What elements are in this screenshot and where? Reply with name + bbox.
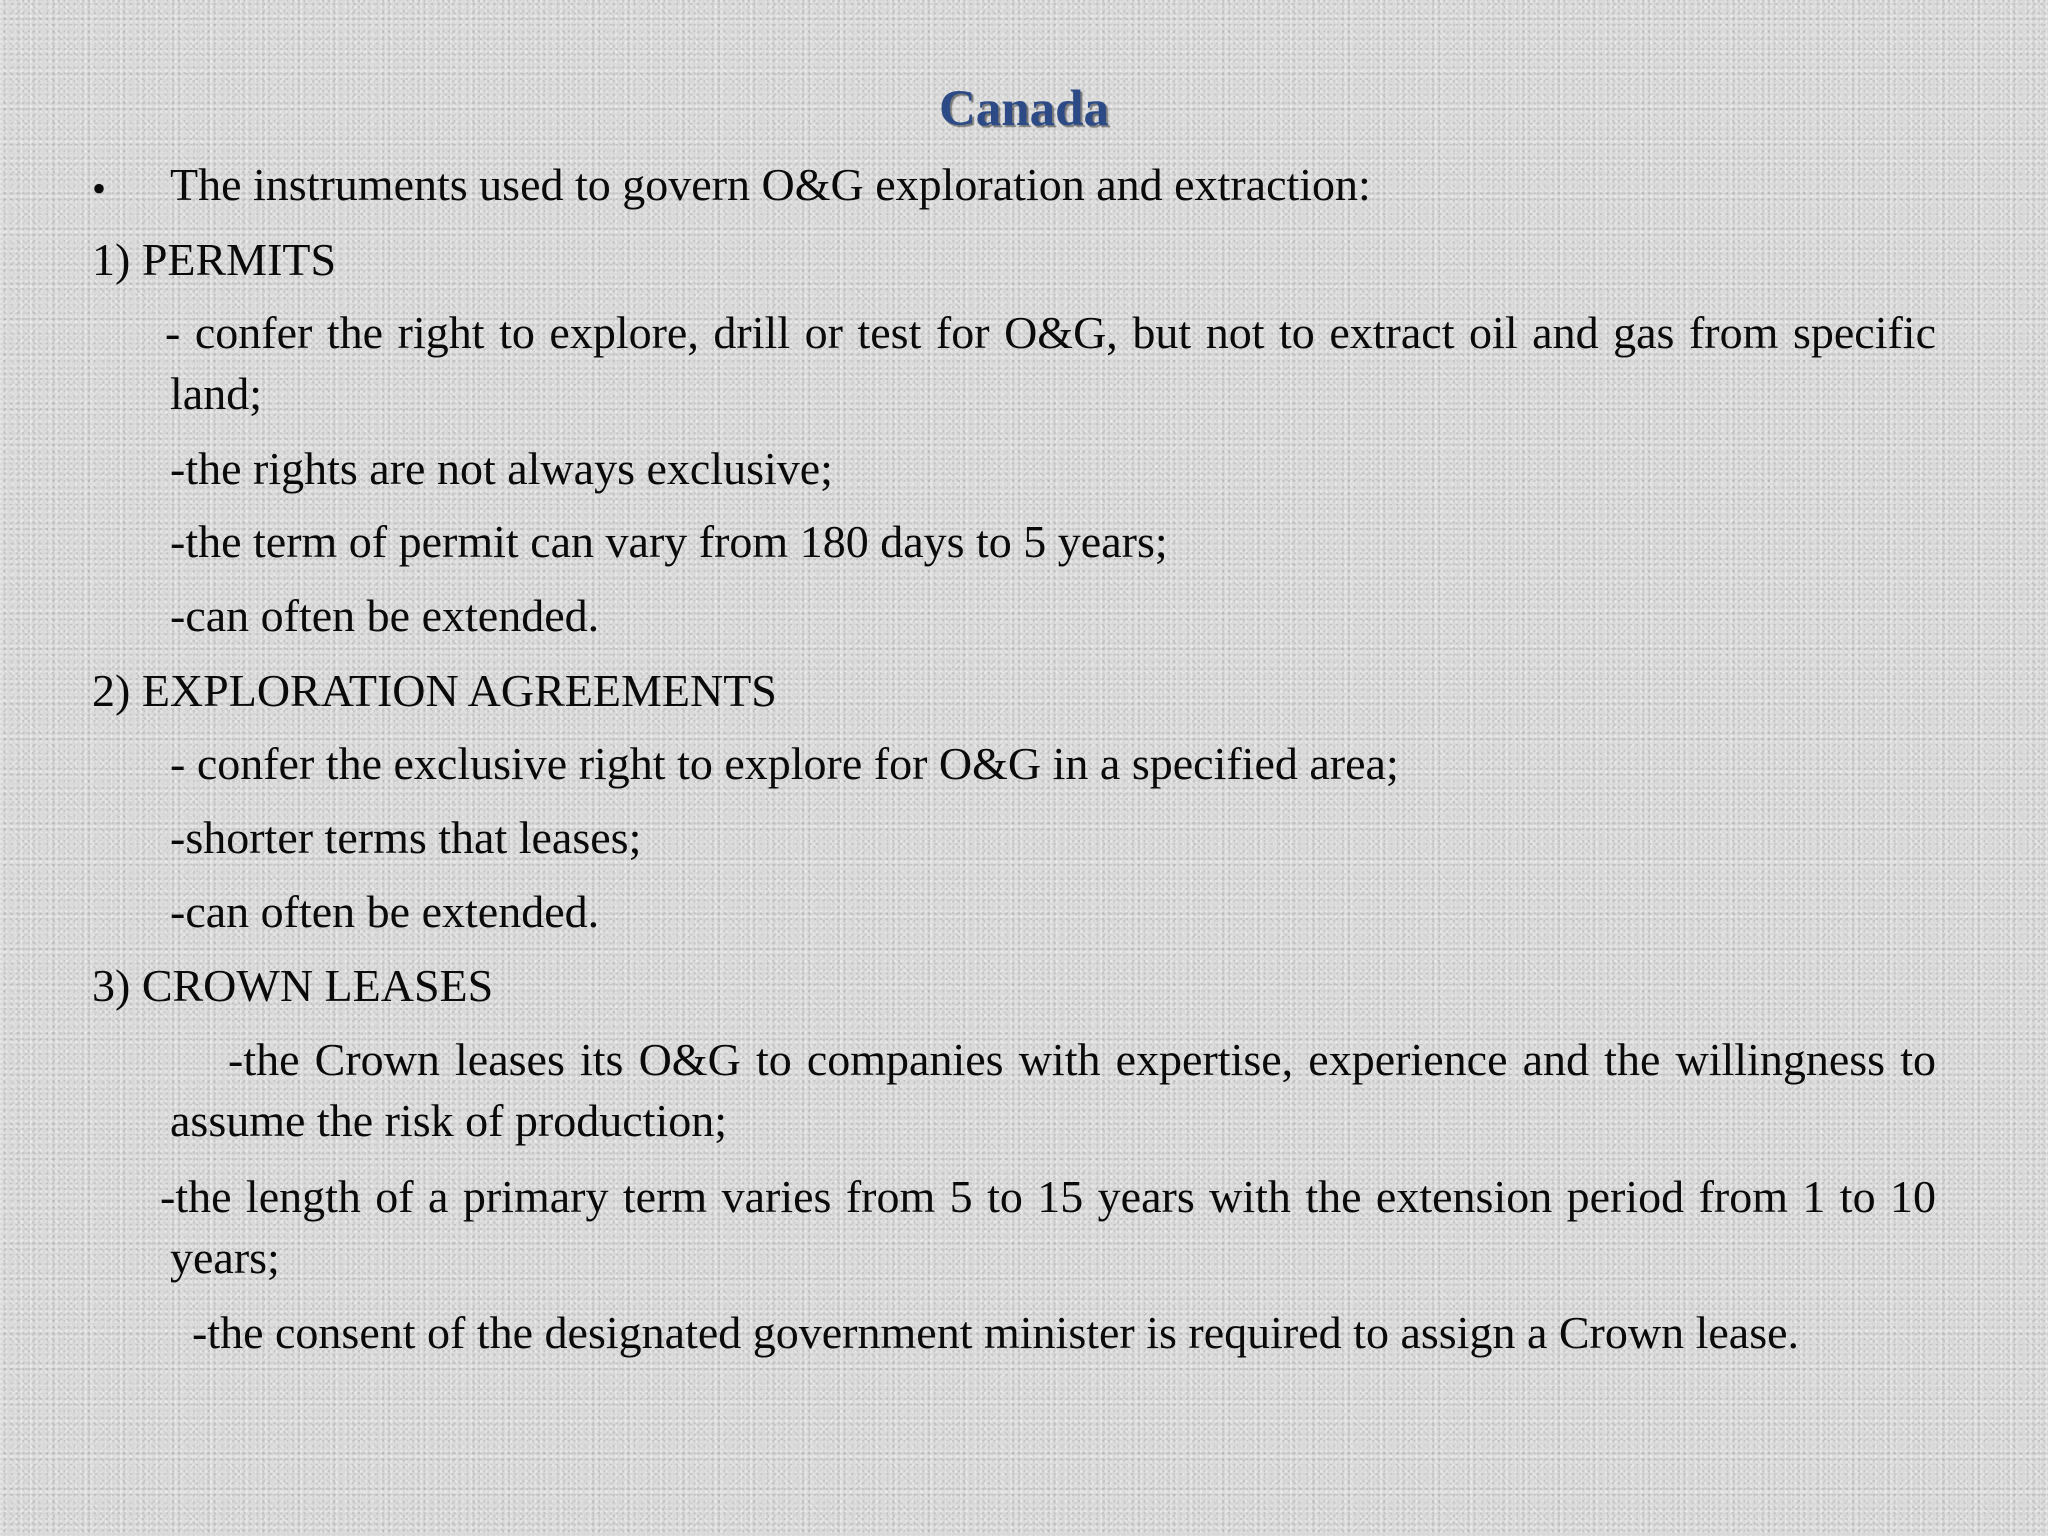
crown-item-2: -the length of a primary term varies from 5 to 15 years with the extension period from 1 to 10 years; [160,1171,1936,1283]
bullet-icon: • [92,166,107,211]
permits-item-2: -the rights are not always exclusive; [170,443,833,494]
section-heading-permits: 1) PERMITS [92,234,337,285]
crown-item-1: -the Crown leases its O&G to companies with expertise, experience and the willingness to assume the risk of production; [170,1034,1936,1146]
intro-text: The instruments used to govern O&G exploration and extraction: [170,159,1371,210]
exploration-item-2: -shorter terms that leases; [170,812,642,863]
exploration-item-1: - confer the exclusive right to explore for O&G in a specified area; [170,738,1399,789]
permits-item-3: -the term of permit can vary from 180 days to 5 years; [170,516,1168,567]
section-heading-crown-leases: 3) CROWN LEASES [92,960,494,1011]
exploration-item-3: -can often be extended. [170,886,600,937]
crown-item-3: -the consent of the designated government minister is required to assign a Crown lease. [192,1307,1800,1358]
permits-item-1: - confer the right to explore, drill or test for O&G, but not to extract oil and gas from specific land; [165,307,1936,419]
permits-item-4: -can often be extended. [170,590,600,641]
slide-title: Canada [938,81,1110,137]
section-heading-exploration: 2) EXPLORATION AGREEMENTS [92,665,777,716]
